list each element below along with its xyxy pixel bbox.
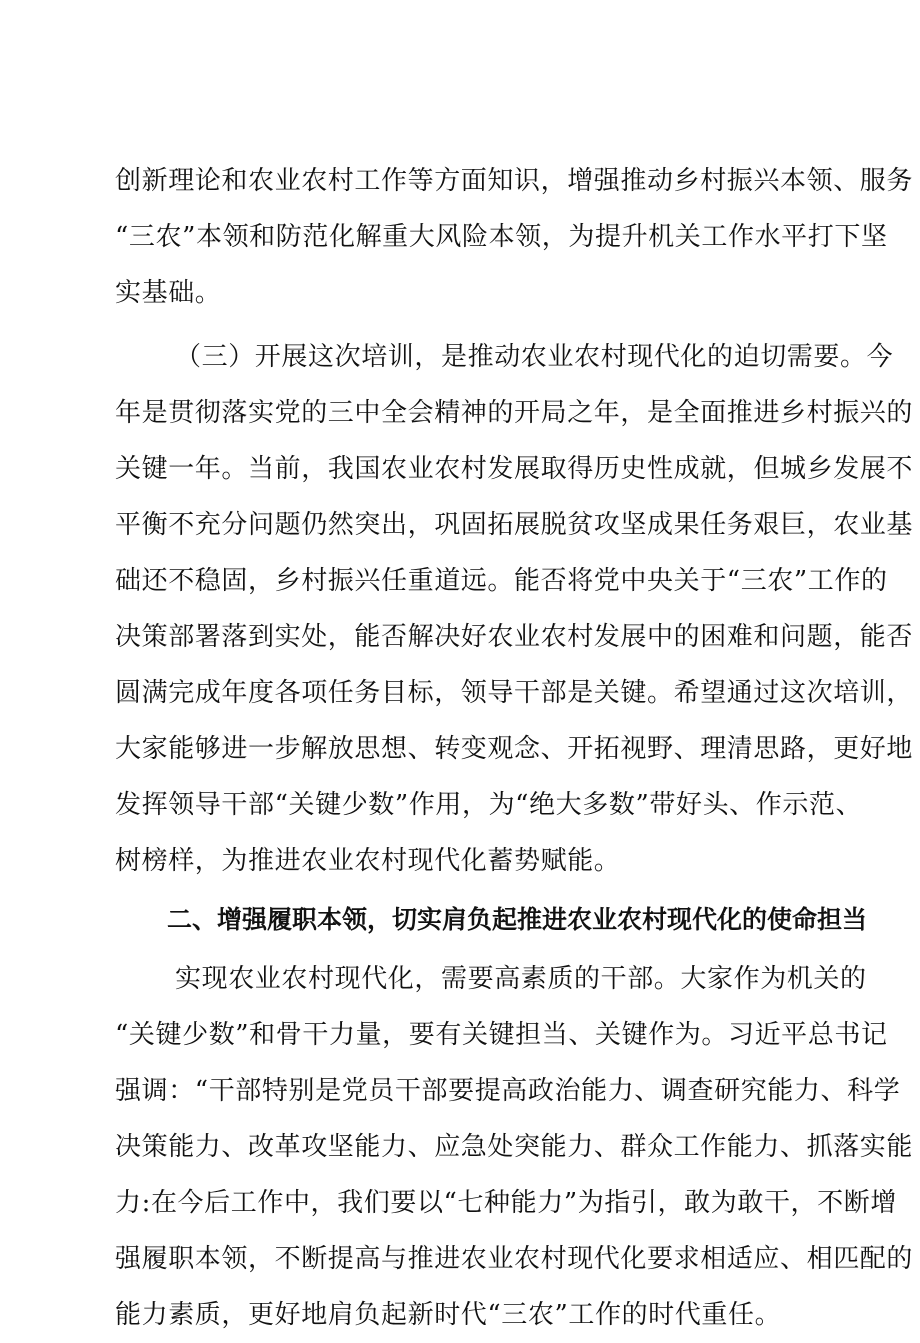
paragraph-line: 决策部署落到实处，能否解决好农业农村发展中的困难和问题，能否: [115, 622, 914, 652]
paragraph-line: “关键少数”和骨干力量，要有关键担当、关键作为。习近平总书记: [115, 1020, 888, 1050]
paragraph-line: 创新理论和农业农村工作等方面知识，增强推动乡村振兴本领、服务: [115, 166, 914, 196]
paragraph-line: 关键一年。当前，我国农业农村发展取得历史性成就，但城乡发展不: [115, 454, 914, 484]
paragraph-line: 发挥领导干部“关键少数”作用，为“绝大多数”带好头、作示范、: [115, 790, 863, 820]
paragraph-line: 强履职本领，不断提高与推进农业农村现代化要求相适应、相匹配的: [115, 1244, 914, 1274]
paragraph-line: 平衡不充分问题仍然突出，巩固拓展脱贫攻坚成果任务艰巨，农业基: [115, 510, 914, 540]
paragraph-2: [115, 329, 914, 889]
paragraph-line: “三农”本领和防范化解重大风险本领，为提升机关工作水平打下坚: [115, 222, 888, 252]
paragraph-line: 能力素质，更好地肩负起新时代“三农”工作的时代重任。: [115, 1300, 782, 1330]
paragraph-line: 础还不稳固，乡村振兴任重道远。能否将党中央关于“三农”工作的: [115, 566, 888, 596]
paragraph-3: [115, 951, 914, 1343]
document-page: [115, 153, 914, 1343]
paragraph-line: 实现农业农村现代化，需要高素质的干部。大家作为机关的: [175, 964, 867, 994]
paragraph-line: 强调：“干部特别是党员干部要提高政治能力、调查研究能力、科学: [115, 1076, 901, 1106]
paragraph-line: 年是贯彻落实党的三中全会精神的开局之年，是全面推进乡村振兴的: [115, 398, 914, 428]
paragraph-line: 决策能力、改革攻坚能力、应急处突能力、群众工作能力、抓落实能: [115, 1132, 914, 1162]
paragraph-line: 圆满完成年度各项任务目标，领导干部是关键。希望通过这次培训，: [115, 678, 914, 708]
paragraph-line: （三）开展这次培训，是推动农业农村现代化的迫切需要。今: [175, 342, 894, 372]
paragraph-line: 大家能够进一步解放思想、转变观念、开拓视野、理清思路，更好地: [115, 734, 914, 764]
paragraph-1: [115, 153, 914, 321]
paragraph-line: 实基础。: [115, 278, 222, 308]
paragraph-line: 树榜样，为推进农业农村现代化蓄势赋能。: [115, 846, 621, 876]
paragraph-line: 力:在今后工作中，我们要以“七种能力”为指引，敢为敢干，不断增: [115, 1188, 897, 1218]
section-heading: 二、增强履职本领，切实肩负起推进农业农村现代化的使命担当: [167, 905, 868, 934]
